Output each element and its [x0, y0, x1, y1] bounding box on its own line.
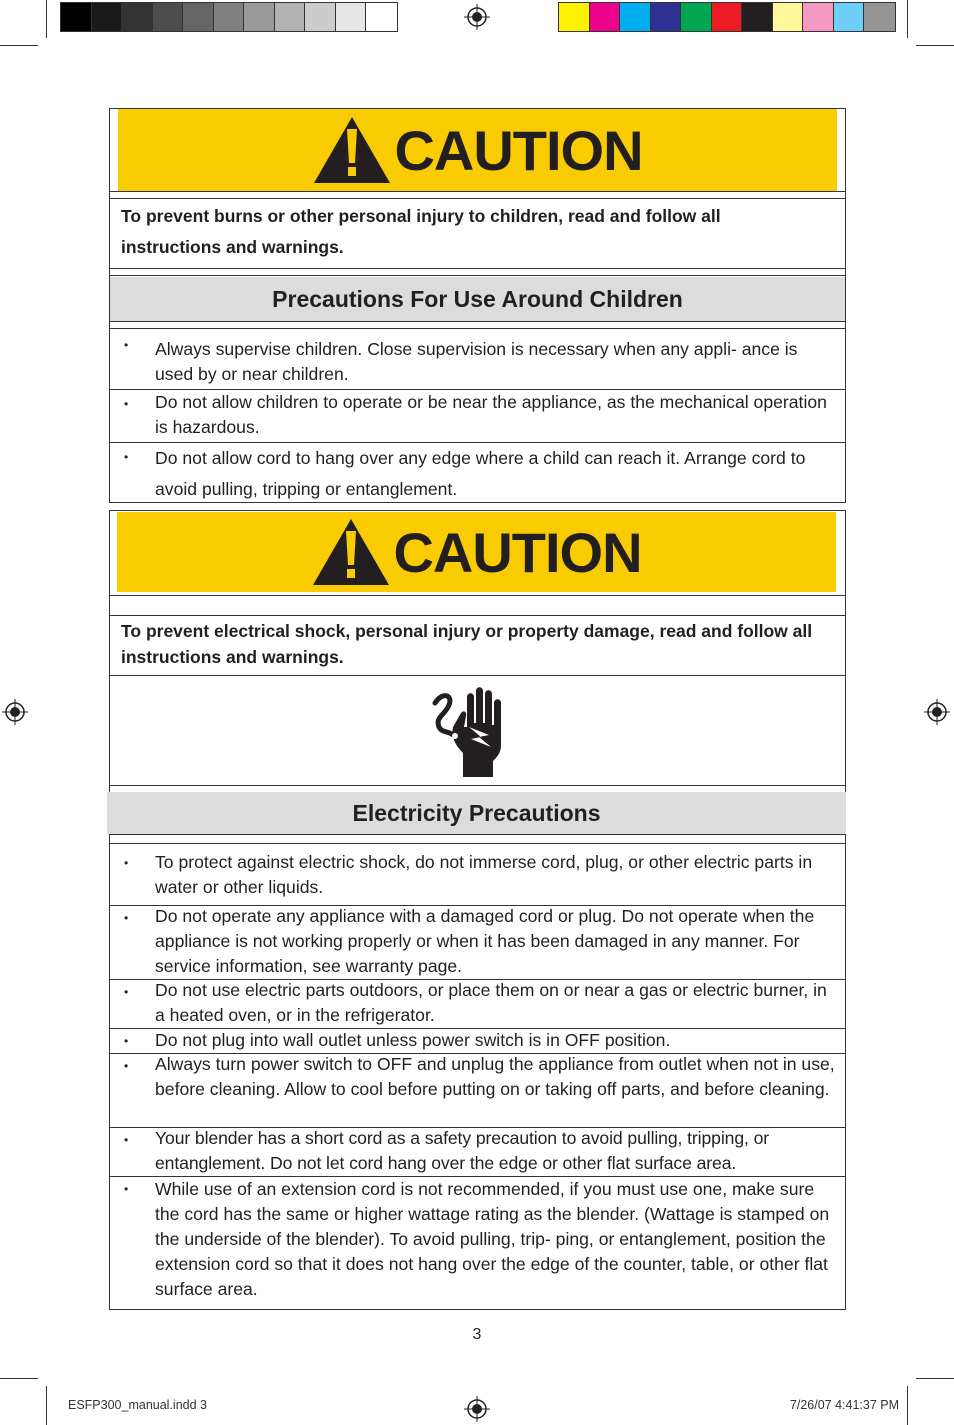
process-color-bar — [558, 2, 896, 32]
color-swatch — [92, 3, 123, 31]
caution-intro: To prevent burns or other personal injury to children, read and follow all instructions and warnings. — [121, 206, 721, 257]
crop-mark — [0, 45, 38, 46]
color-swatch — [742, 3, 773, 31]
color-swatch — [305, 3, 336, 31]
list-item: • Do not operate any appliance with a damaged cord or plug. Do not operate when the appliance is not working properly or when it has been damaged in any manner. For service information, see warranty page. — [110, 906, 845, 980]
section-heading-electricity: Electricity Precautions — [107, 792, 846, 834]
list-item: • Always supervise children. Close supervision is necessary when any appli- ance is used by or near children. — [110, 333, 845, 390]
file-slug: ESFP300_manual.indd 3 — [68, 1398, 207, 1412]
list-item: • While use of an extension cord is not recommended, if you must use one, make sure the cord has the same or higher wattage rating as the blender. (Wattage is stamped on the underside of the blender). To avoid pulling, trip- ping, or entanglement, position the extension cord so that it does not hang over the edge of the counter, table, or other flat surface area. — [124, 1179, 830, 1299]
color-swatch — [620, 3, 651, 31]
crop-mark — [46, 1386, 47, 1425]
caution-box-electricity — [109, 510, 846, 1310]
caution-intro: To prevent electrical shock, personal injury or property damage, read and follow all instructions and warnings. — [121, 621, 813, 667]
caution-title: CAUTION — [393, 520, 642, 584]
crop-mark — [907, 0, 908, 38]
color-swatch — [214, 3, 245, 31]
color-swatch — [803, 3, 834, 31]
crop-mark — [907, 1386, 908, 1425]
color-swatch — [559, 3, 590, 31]
list-item: • Do not use electric parts outdoors, or place them on or near a gas or electric burner, in a heated oven, or in the refrigerator. — [110, 980, 845, 1029]
color-swatch — [153, 3, 184, 31]
children-precautions-list — [110, 333, 845, 502]
color-swatch — [366, 3, 397, 31]
list-item: • Do not allow children to operate or be near the appliance, as the mechanical operation is hazardous. — [110, 390, 845, 443]
date-slug: 7/26/07 4:41:37 PM — [789, 1398, 899, 1412]
crop-mark — [46, 0, 47, 38]
color-swatch — [61, 3, 92, 31]
electricity-precautions-list — [110, 849, 845, 1309]
color-swatch — [336, 3, 367, 31]
list-item: • Do not plug into wall outlet unless power switch is in OFF position. — [110, 1029, 845, 1054]
color-swatch — [122, 3, 153, 31]
registration-mark-icon — [464, 4, 490, 30]
section-heading-children: Precautions For Use Around Children — [110, 277, 845, 321]
registration-mark-icon — [924, 699, 950, 725]
color-swatch — [712, 3, 743, 31]
electric-shock-hand-icon — [431, 683, 515, 779]
registration-mark-icon — [464, 1396, 490, 1422]
grayscale-color-bar — [60, 2, 398, 32]
color-swatch — [681, 3, 712, 31]
list-item: • Your blender has a short cord as a safety precaution to avoid pulling, tripping, or entanglement. Do not let cord hang over the edge or other flat surface area. — [110, 1128, 845, 1177]
list-item: • Always turn power switch to OFF and unplug the appliance from outlet when not in use, before cleaning. Allow to cool before putting on or taking off parts, and before cleaning. — [110, 1054, 845, 1128]
crop-mark — [916, 1378, 954, 1379]
color-swatch — [183, 3, 214, 31]
caution-banner — [118, 109, 837, 191]
caution-title: CAUTION — [394, 118, 643, 182]
crop-mark — [0, 1378, 38, 1379]
page-number: 3 — [472, 1326, 482, 1343]
color-swatch — [773, 3, 804, 31]
warning-triangle-icon — [311, 517, 391, 587]
shock-icon-area — [110, 676, 845, 785]
caution-box-children — [109, 108, 846, 503]
color-swatch — [834, 3, 865, 31]
registration-mark-icon — [2, 699, 28, 725]
list-item: • To protect against electric shock, do not immerse cord, plug, or other electric parts in water or other liquids. — [110, 849, 845, 906]
color-swatch — [651, 3, 682, 31]
color-swatch — [244, 3, 275, 31]
crop-mark — [916, 45, 954, 46]
color-swatch — [590, 3, 621, 31]
caution-banner — [117, 512, 836, 592]
color-swatch — [275, 3, 306, 31]
list-item: • Do not allow cord to hang over any edge where a child can reach it. Arrange cord to avoid pulling, tripping or entanglement. — [124, 448, 806, 499]
warning-triangle-icon — [312, 115, 392, 185]
color-swatch — [864, 3, 895, 31]
